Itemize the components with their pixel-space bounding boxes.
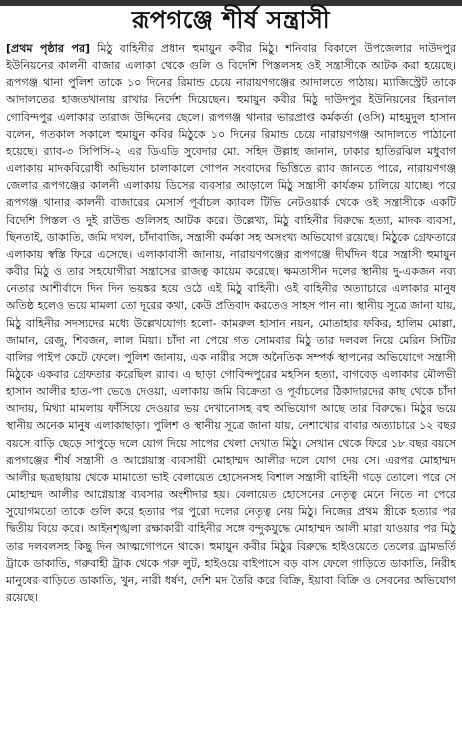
headline: রূপগঞ্জে শীর্ষ সন্ত্রাসী [131, 5, 331, 34]
article-body [6, 40, 456, 740]
article-text: মিঠু বাহিনীর প্রধান হুমায়ুন কবীর মিঠু। শনিবার বিকালে উপজেলার দাউদপুর ইউনিয়নের কালনী বাজার এলাকা থেকে গুলি ও বিদেশি পিস্তলসহ ওই সন্ত্রাসীকে আটক করা হয়েছে। রূপগঞ্জ থানা পুলিশ তাকে ১০ দিনের রিমান্ড চেয়ে নারায়ণগঞ্জের আদালতে পাঠায়। ম্যাজিস্ট্রেট তাকে আদালতের হাজতখানায় রাখার নির্দেশ দিয়েছেন। হুমায়ুন কবীর মিঠু দাউদপুর ইউনিয়নের হিরনাল গোবিন্দপুর এলাকার তারাজ উদ্দিনের ছেলে। রূপগঞ্জ থানার ভারপ্রাপ্ত কর্মকর্তা (ওসি) মাহমুদুল হাসান বলেন, গতকাল সকালে হুমায়ুন কবির মিঠুকে ১০ দিনের রিমান্ড চেয়ে নারায়ণগঞ্জ আদালতে পাঠানো হয়েছে। র‌্যাব-৩ সিপিসি-২ এর ডিএডি সুবেদার মো. সহিদ উল্লাহ জানান, ঢাকার হাতিরঝিল মধুবাগ এলাকায় মাদকবিরোধী অভিযান চালাকালে গোপন সংবাদের ভিত্তিতে র‌্যাব জানতে পারে, নারায়ণগঞ্জ জেলার রূপগঞ্জের কালনী এলাকায় ডিসের ব্যবসার আড়ালে মিঠু সন্ত্রাসী কার্যক্রম চালিয়ে যাচ্ছে। পরে রূপগঞ্জ থানার কালনী বাজারের মেসার্স পূর্বাচল ক্যাবল টিভি নেটওয়ার্ক থেকে ওই সন্ত্রাসীকে একটি বিদেশি পিস্তল ও দুই রাউন্ড গুলিসহ আটক করে। উল্লেখ্য, মিঠু বাহিনীর বিরুদ্ধে হত্যা, মাদক ব্যবসা, ছিনতাই, ডাকাতি, জমি দখল, চাঁদাবাজি, সন্ত্রাসী কর্মকা সহ অসংখ্য অভিযোগ রয়েছে। মিঠুকে গ্রেফতারে এলাকায় স্বস্তি ফিরে এসেছে। এলাকাবাসী জানায়, নারায়ণগঞ্জের রূপগঞ্জে দীর্ঘদিন ধরে সন্ত্রাসী হুমায়ুন কবীর মিঠু ও তার সহযোগীরা সন্ত্রাসের রাজত্ব কায়েম করেছে। ক্ষমতাসীন দলের স্থানীয় দু-একজন নব্য নেতার আশীর্বাদে দিন দিন ভয়ঙ্কর হয়ে ওঠে এই মিঠু বাহিনী। ওই বাহিনীর অত্যাচারে এলাকার মানুষ অতিষ্ঠ হলেও ভয়ে মামলা তো দূরের কথা, কেউ প্রতিবাদ করতেও সাহস পান না। স্থানীয় সূত্রে জানা যায়, মিঠু বাহিনীর সদস্যদের মধ্যে উল্লেখযোগ্য হলো- কামরুল হাসান নয়ন, মোতাহার ফকির, হালিম মোল্লা, জামান, রেজু, শিবজন, লাল মিয়া। চাঁদা না পেয়ে গত সোমবার মিঠু তার দলবল নিয়ে মেরিন সিটির বালির পাইপ কেটে ফেলে। পুলিশ জানায়, এক নারীর সঙ্গে অনৈতিক সম্পর্ক স্থাপনের অভিযোগে সন্ত্রাসী মিঠুকে একবার গ্রেফতার করেছিল র‌্যাব। এ ছাড়া গোবিন্দপুরের মহসিন হত্যা, বাগবেড় এলাকার মৌলভী হাসান আলীর হাত-পা ভেঙে দেওয়া, এলাকায় জমি বিক্রেতা ও পূর্বাচলের ঠিকাদারদের কাছ থেকে চাঁদা আদায়, মিথ্যা মামলায় ফাঁসিয়ে দেওয়ার ভয় দেখানোসহ বহু অভিযোগ আছে তার বিরুদ্ধে। মিঠুর ভয়ে স্থানীয় অনেক মানুষ এলাকাছাড়া। পুলিশ ও স্থানীয় সূত্রে জানা যায়, নেশাখোর বাবার অত্যাচারে ১২ বছর বয়সে বাড়ি ছেড়ে সাপুড়ে দলে যোগ দিয়ে সাপের খেলা দেখাত মিঠু। সেখান থেকে ফিরে ১৮ বছর বয়সে রূপগঞ্জের শীর্ষ সন্ত্রাসী ও আগ্নেয়াস্ত্র ব্যবসায়ী মোহাম্মদ আলীর দলে যোগ দেয় সে। এরপর মোহাম্মদ আলীর ছত্রছায়ায় থেকে মামাতো ভাই বেলায়েত হোসেনসহ বিশাল সন্ত্রাসী বাহিনী গড়ে তোলে। পরে সে মোহাম্মদ আলীর আগ্নেয়াস্ত্র ব্যবসার অংশীদার হয়। বেলায়েত হোসেনের নেতৃত্ব মেনে নিতে না পেরে সুযোগমতো তাকে গুলি করে হত্যার পর পুরো দলের নেতৃত্ব নেয় মিঠু। নিজের প্রথম স্ত্রীকে হত্যার পর দ্বিতীয় বিয়ে করে। আইনশৃঙ্খলা রক্ষাকারী বাহিনীর সঙ্গে বন্দুকযুদ্ধে মোহাম্মদ আলী মারা যাওয়ার পর মিঠু তার দলবলসহ কিছু দিন আত্মগোপনে থাকে। হুমায়ুন কবীর মিঠুর বিরুদ্ধে হাইওয়েতে তেলের ড্রামভর্তি ট্রাকে ডাকাতি, গরুবাহী ট্রাক থেকে গরু লুট, হাইওয়ে বাইপাসে বড় বাস ফেলে গাড়িতে ডাকাতি, নিরীহ মানুষের বাড়িতে ডাকাতি, খুন, নারী ধর্ষণ, দেশি মদ তৈরি করে বিক্রি, ইয়াবা বিক্রি ও সেবনের অভিযোগ রয়েছে। [6, 42, 456, 604]
dateline: [প্রথম পৃষ্ঠার পর] [6, 42, 91, 55]
